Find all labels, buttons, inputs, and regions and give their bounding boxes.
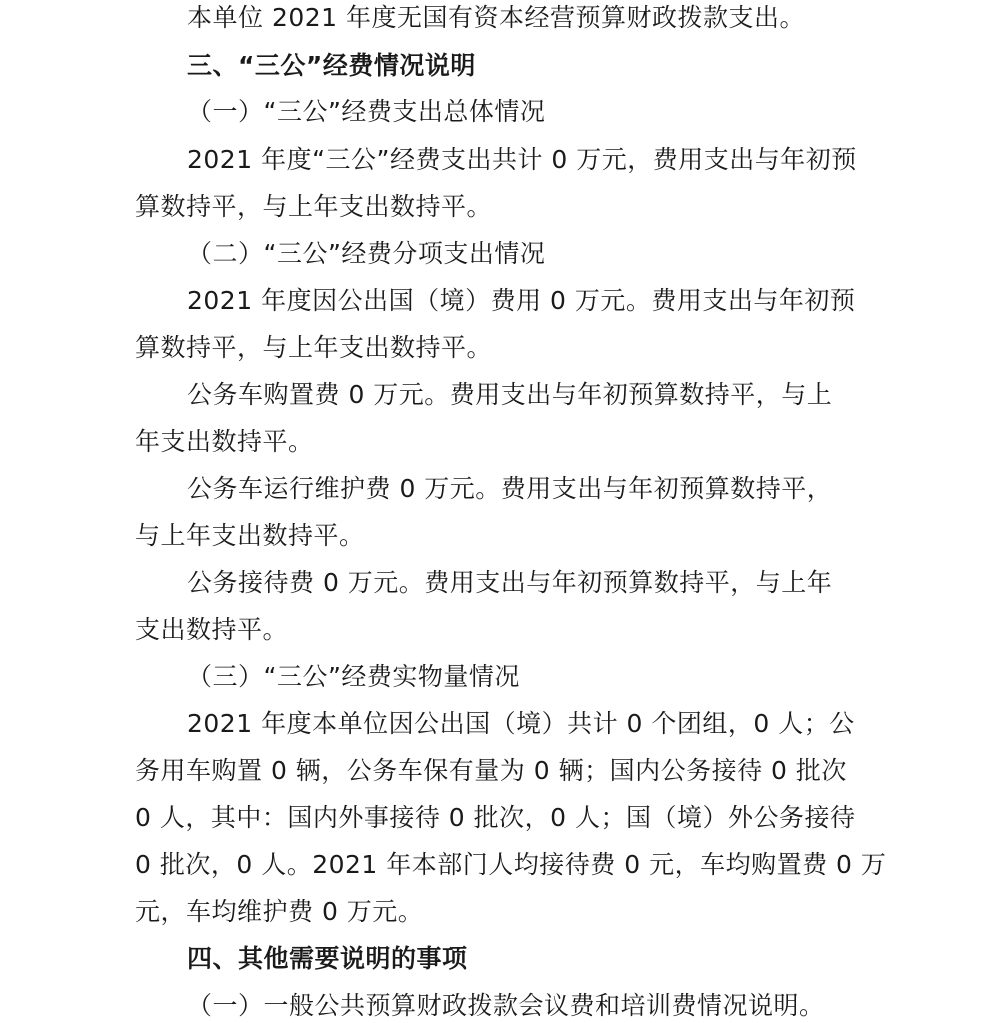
paragraph-line: 0 批次，0 人。2021 年本部门人均接待费 0 元，车均购置费 0 万	[135, 850, 887, 879]
paragraph-line: 2021 年度因公出国（境）费用 0 万元。费用支出与年初预	[187, 286, 856, 315]
paragraph-line: 年支出数持平。	[135, 427, 314, 456]
section-heading: 四、其他需要说明的事项	[187, 944, 468, 973]
paragraph-line: 2021 年度本单位因公出国（境）共计 0 个团组，0 人；公	[187, 709, 855, 738]
subsection-heading: （二）“三公”经费分项支出情况	[187, 239, 546, 268]
subsection-heading: （一）“三公”经费支出总体情况	[187, 97, 546, 126]
paragraph-line: 0 人，其中：国内外事接待 0 批次，0 人；国（境）外公务接待	[135, 803, 856, 832]
paragraph-line: 元，车均维护费 0 万元。	[135, 897, 424, 926]
paragraph-line: 本单位 2021 年度无国有资本经营预算财政拨款支出。	[187, 3, 806, 32]
subsection-heading: （三）“三公”经费实物量情况	[187, 662, 520, 691]
paragraph-line: 算数持平，与上年支出数持平。	[135, 192, 493, 221]
paragraph-line: 公务车运行维护费 0 万元。费用支出与年初预算数持平，	[187, 474, 833, 503]
paragraph-line: 公务接待费 0 万元。费用支出与年初预算数持平，与上年	[187, 568, 833, 597]
section-heading: 三、“三公”经费情况说明	[187, 51, 476, 80]
paragraph-line: 算数持平，与上年支出数持平。	[135, 333, 493, 362]
paragraph-line: 支出数持平。	[135, 615, 289, 644]
subsection-heading: （一）一般公共预算财政拨款会议费和培训费情况说明。	[187, 991, 825, 1020]
paragraph-line: 务用车购置 0 辆，公务车保有量为 0 辆；国内公务接待 0 批次	[135, 756, 847, 785]
paragraph-line: 2021 年度“三公”经费支出共计 0 万元，费用支出与年初预	[187, 145, 857, 174]
paragraph-line: 与上年支出数持平。	[135, 521, 365, 550]
paragraph-line: 公务车购置费 0 万元。费用支出与年初预算数持平，与上	[187, 380, 833, 409]
